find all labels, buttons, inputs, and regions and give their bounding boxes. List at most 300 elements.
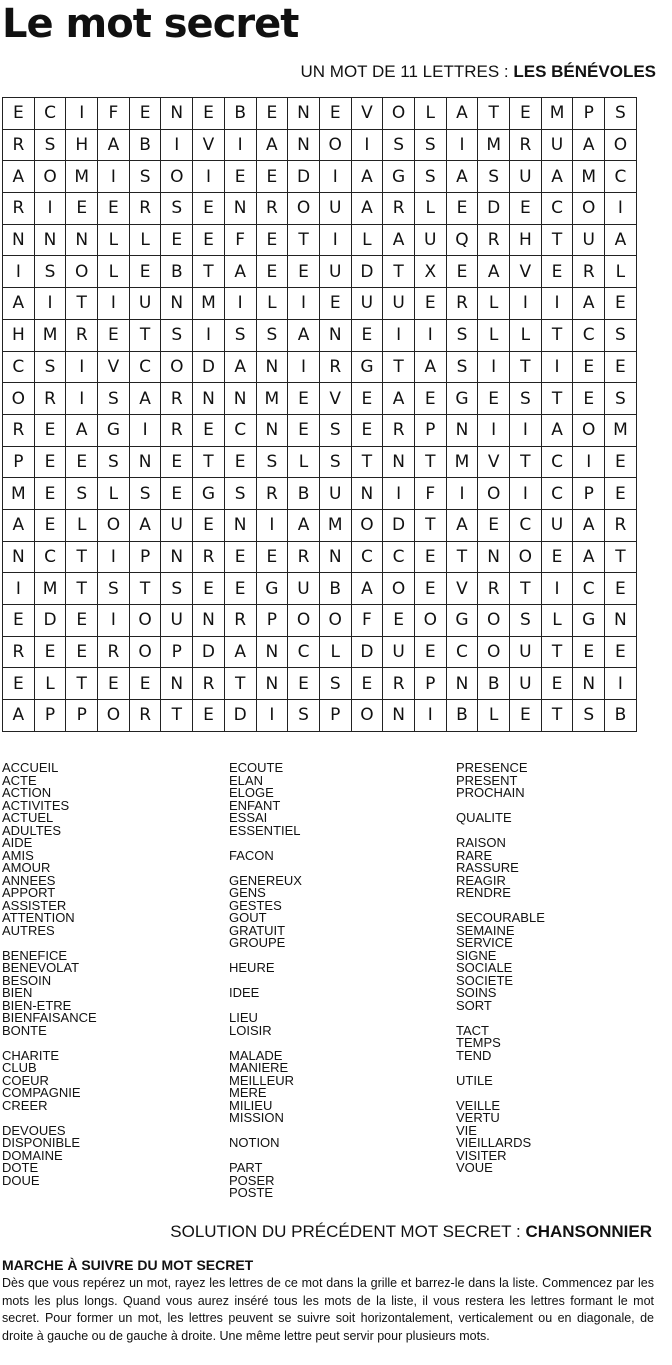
grid-cell[interactable]: N bbox=[193, 605, 225, 637]
grid-cell[interactable]: E bbox=[288, 414, 320, 446]
grid-cell[interactable]: O bbox=[605, 129, 637, 161]
grid-cell[interactable]: S bbox=[446, 351, 478, 383]
grid-cell[interactable]: I bbox=[98, 288, 130, 320]
grid-cell[interactable]: O bbox=[319, 605, 351, 637]
grid-cell[interactable]: L bbox=[414, 98, 446, 130]
grid-cell[interactable]: B bbox=[478, 668, 510, 700]
grid-cell[interactable]: N bbox=[383, 700, 415, 732]
grid-cell[interactable]: S bbox=[256, 446, 288, 478]
grid-cell[interactable]: E bbox=[193, 414, 225, 446]
grid-cell[interactable]: I bbox=[34, 288, 66, 320]
grid-cell[interactable]: C bbox=[605, 161, 637, 193]
grid-cell[interactable]: A bbox=[446, 98, 478, 130]
grid-cell[interactable]: A bbox=[383, 383, 415, 415]
grid-cell[interactable]: E bbox=[541, 256, 573, 288]
grid-cell[interactable]: E bbox=[66, 446, 98, 478]
grid-cell[interactable]: L bbox=[98, 478, 130, 510]
grid-cell[interactable]: L bbox=[478, 700, 510, 732]
grid-cell[interactable]: E bbox=[414, 288, 446, 320]
grid-cell[interactable]: D bbox=[193, 636, 225, 668]
grid-cell[interactable]: N bbox=[161, 541, 193, 573]
grid-cell[interactable]: T bbox=[129, 573, 161, 605]
grid-cell[interactable]: O bbox=[161, 351, 193, 383]
grid-cell[interactable]: I bbox=[510, 414, 542, 446]
grid-cell[interactable]: U bbox=[161, 509, 193, 541]
grid-cell[interactable]: I bbox=[351, 129, 383, 161]
grid-cell[interactable]: S bbox=[129, 161, 161, 193]
grid-cell[interactable]: P bbox=[319, 700, 351, 732]
grid-cell[interactable]: E bbox=[573, 636, 605, 668]
grid-cell[interactable]: T bbox=[66, 288, 98, 320]
grid-cell[interactable]: I bbox=[319, 224, 351, 256]
grid-cell[interactable]: T bbox=[541, 319, 573, 351]
grid-cell[interactable]: T bbox=[193, 446, 225, 478]
grid-cell[interactable]: V bbox=[510, 256, 542, 288]
grid-cell[interactable]: L bbox=[478, 288, 510, 320]
grid-cell[interactable]: B bbox=[224, 98, 256, 130]
grid-cell[interactable]: C bbox=[446, 636, 478, 668]
grid-cell[interactable]: I bbox=[383, 478, 415, 510]
grid-cell[interactable]: R bbox=[478, 224, 510, 256]
grid-cell[interactable]: L bbox=[541, 605, 573, 637]
grid-cell[interactable]: I bbox=[510, 478, 542, 510]
grid-cell[interactable]: T bbox=[541, 383, 573, 415]
grid-cell[interactable]: I bbox=[256, 700, 288, 732]
grid-cell[interactable]: S bbox=[573, 700, 605, 732]
grid-cell[interactable]: C bbox=[573, 573, 605, 605]
grid-cell[interactable]: P bbox=[573, 478, 605, 510]
grid-cell[interactable]: N bbox=[478, 541, 510, 573]
grid-cell[interactable]: I bbox=[98, 605, 130, 637]
grid-cell[interactable]: T bbox=[541, 636, 573, 668]
grid-cell[interactable]: S bbox=[161, 319, 193, 351]
grid-cell[interactable]: E bbox=[351, 414, 383, 446]
grid-cell[interactable]: U bbox=[351, 288, 383, 320]
grid-cell[interactable]: G bbox=[383, 161, 415, 193]
grid-cell[interactable]: E bbox=[510, 193, 542, 225]
grid-cell[interactable]: U bbox=[573, 224, 605, 256]
grid-cell[interactable]: O bbox=[288, 193, 320, 225]
grid-cell[interactable]: S bbox=[256, 319, 288, 351]
grid-cell[interactable]: S bbox=[319, 446, 351, 478]
grid-cell[interactable]: I bbox=[541, 288, 573, 320]
grid-cell[interactable]: I bbox=[98, 161, 130, 193]
grid-cell[interactable]: U bbox=[288, 573, 320, 605]
grid-cell[interactable]: T bbox=[414, 446, 446, 478]
grid-cell[interactable]: U bbox=[414, 224, 446, 256]
grid-cell[interactable]: N bbox=[161, 668, 193, 700]
grid-cell[interactable]: E bbox=[66, 193, 98, 225]
grid-cell[interactable]: R bbox=[34, 383, 66, 415]
grid-cell[interactable]: O bbox=[98, 700, 130, 732]
grid-cell[interactable]: L bbox=[129, 224, 161, 256]
grid-cell[interactable]: A bbox=[351, 193, 383, 225]
grid-cell[interactable]: N bbox=[224, 383, 256, 415]
grid-cell[interactable]: G bbox=[193, 478, 225, 510]
grid-cell[interactable]: A bbox=[541, 161, 573, 193]
grid-cell[interactable]: I bbox=[541, 351, 573, 383]
grid-cell[interactable]: E bbox=[605, 573, 637, 605]
grid-cell[interactable]: O bbox=[319, 129, 351, 161]
grid-cell[interactable]: A bbox=[573, 288, 605, 320]
grid-cell[interactable]: F bbox=[351, 605, 383, 637]
grid-cell[interactable]: E bbox=[573, 351, 605, 383]
grid-cell[interactable]: U bbox=[319, 478, 351, 510]
grid-cell[interactable]: T bbox=[351, 446, 383, 478]
grid-cell[interactable]: S bbox=[414, 161, 446, 193]
grid-cell[interactable]: E bbox=[605, 446, 637, 478]
grid-cell[interactable]: C bbox=[383, 541, 415, 573]
grid-cell[interactable]: P bbox=[129, 541, 161, 573]
grid-cell[interactable]: A bbox=[98, 129, 130, 161]
grid-cell[interactable]: N bbox=[573, 668, 605, 700]
grid-cell[interactable]: M bbox=[319, 509, 351, 541]
grid-cell[interactable]: A bbox=[605, 224, 637, 256]
grid-cell[interactable]: I bbox=[193, 319, 225, 351]
grid-cell[interactable]: S bbox=[510, 383, 542, 415]
grid-cell[interactable]: I bbox=[66, 98, 98, 130]
grid-cell[interactable]: U bbox=[161, 605, 193, 637]
grid-cell[interactable]: E bbox=[288, 256, 320, 288]
grid-cell[interactable]: E bbox=[414, 573, 446, 605]
grid-cell[interactable]: E bbox=[129, 98, 161, 130]
grid-cell[interactable]: R bbox=[129, 193, 161, 225]
grid-cell[interactable]: M bbox=[446, 446, 478, 478]
grid-cell[interactable]: S bbox=[34, 256, 66, 288]
grid-cell[interactable]: A bbox=[3, 700, 35, 732]
grid-cell[interactable]: E bbox=[605, 288, 637, 320]
grid-cell[interactable]: E bbox=[288, 668, 320, 700]
grid-cell[interactable]: A bbox=[66, 414, 98, 446]
grid-cell[interactable]: A bbox=[351, 161, 383, 193]
grid-cell[interactable]: G bbox=[446, 605, 478, 637]
grid-cell[interactable]: I bbox=[288, 288, 320, 320]
grid-cell[interactable]: N bbox=[319, 319, 351, 351]
grid-cell[interactable]: T bbox=[383, 256, 415, 288]
grid-cell[interactable]: A bbox=[224, 351, 256, 383]
grid-cell[interactable]: E bbox=[193, 224, 225, 256]
grid-cell[interactable]: S bbox=[288, 700, 320, 732]
grid-cell[interactable]: S bbox=[34, 129, 66, 161]
grid-cell[interactable]: T bbox=[193, 256, 225, 288]
grid-cell[interactable]: O bbox=[383, 98, 415, 130]
grid-cell[interactable]: S bbox=[161, 193, 193, 225]
grid-cell[interactable]: S bbox=[161, 573, 193, 605]
grid-cell[interactable]: C bbox=[34, 98, 66, 130]
grid-cell[interactable]: R bbox=[383, 668, 415, 700]
grid-cell[interactable]: O bbox=[98, 509, 130, 541]
grid-cell[interactable]: V bbox=[478, 446, 510, 478]
grid-cell[interactable]: E bbox=[605, 478, 637, 510]
grid-cell[interactable]: T bbox=[541, 700, 573, 732]
grid-cell[interactable]: N bbox=[129, 446, 161, 478]
grid-cell[interactable]: E bbox=[3, 668, 35, 700]
grid-cell[interactable]: A bbox=[446, 161, 478, 193]
grid-cell[interactable]: I bbox=[414, 700, 446, 732]
grid-cell[interactable]: E bbox=[478, 509, 510, 541]
grid-cell[interactable]: S bbox=[414, 129, 446, 161]
grid-cell[interactable]: U bbox=[129, 288, 161, 320]
grid-cell[interactable]: L bbox=[256, 288, 288, 320]
grid-cell[interactable]: N bbox=[3, 541, 35, 573]
grid-cell[interactable]: E bbox=[224, 161, 256, 193]
grid-cell[interactable]: R bbox=[319, 351, 351, 383]
grid-cell[interactable]: V bbox=[446, 573, 478, 605]
grid-cell[interactable]: E bbox=[414, 636, 446, 668]
grid-cell[interactable]: N bbox=[161, 98, 193, 130]
grid-cell[interactable]: M bbox=[605, 414, 637, 446]
grid-cell[interactable]: A bbox=[129, 509, 161, 541]
grid-cell[interactable]: I bbox=[478, 351, 510, 383]
grid-cell[interactable]: U bbox=[510, 668, 542, 700]
grid-cell[interactable]: O bbox=[66, 256, 98, 288]
grid-cell[interactable]: A bbox=[256, 129, 288, 161]
grid-cell[interactable]: U bbox=[510, 161, 542, 193]
grid-cell[interactable]: T bbox=[383, 351, 415, 383]
grid-cell[interactable]: M bbox=[34, 573, 66, 605]
grid-cell[interactable]: I bbox=[541, 573, 573, 605]
grid-cell[interactable]: T bbox=[129, 319, 161, 351]
grid-cell[interactable]: O bbox=[161, 161, 193, 193]
grid-cell[interactable]: I bbox=[478, 414, 510, 446]
grid-cell[interactable]: O bbox=[129, 605, 161, 637]
grid-cell[interactable]: U bbox=[541, 509, 573, 541]
grid-cell[interactable]: T bbox=[446, 541, 478, 573]
grid-cell[interactable]: O bbox=[573, 414, 605, 446]
grid-cell[interactable]: E bbox=[34, 446, 66, 478]
grid-cell[interactable]: S bbox=[98, 383, 130, 415]
grid-cell[interactable]: R bbox=[510, 129, 542, 161]
grid-cell[interactable]: P bbox=[161, 636, 193, 668]
grid-cell[interactable]: N bbox=[224, 193, 256, 225]
grid-cell[interactable]: I bbox=[288, 351, 320, 383]
grid-cell[interactable]: T bbox=[414, 509, 446, 541]
grid-cell[interactable]: E bbox=[66, 605, 98, 637]
grid-cell[interactable]: A bbox=[478, 256, 510, 288]
grid-cell[interactable]: E bbox=[224, 446, 256, 478]
grid-cell[interactable]: E bbox=[98, 193, 130, 225]
grid-cell[interactable]: I bbox=[446, 478, 478, 510]
grid-cell[interactable]: I bbox=[3, 256, 35, 288]
grid-cell[interactable]: E bbox=[319, 288, 351, 320]
grid-cell[interactable]: O bbox=[573, 193, 605, 225]
grid-cell[interactable]: T bbox=[510, 573, 542, 605]
grid-cell[interactable]: L bbox=[98, 256, 130, 288]
grid-cell[interactable]: S bbox=[98, 573, 130, 605]
grid-cell[interactable]: T bbox=[605, 541, 637, 573]
grid-cell[interactable]: V bbox=[98, 351, 130, 383]
grid-cell[interactable]: C bbox=[541, 446, 573, 478]
grid-cell[interactable]: E bbox=[34, 636, 66, 668]
grid-cell[interactable]: E bbox=[256, 224, 288, 256]
grid-cell[interactable]: E bbox=[224, 541, 256, 573]
grid-cell[interactable]: A bbox=[224, 256, 256, 288]
grid-cell[interactable]: E bbox=[541, 541, 573, 573]
grid-cell[interactable]: D bbox=[351, 636, 383, 668]
grid-cell[interactable]: O bbox=[129, 636, 161, 668]
grid-cell[interactable]: I bbox=[319, 161, 351, 193]
grid-cell[interactable]: D bbox=[224, 700, 256, 732]
grid-cell[interactable]: T bbox=[510, 351, 542, 383]
grid-cell[interactable]: E bbox=[256, 161, 288, 193]
grid-cell[interactable]: I bbox=[224, 288, 256, 320]
grid-cell[interactable]: I bbox=[510, 288, 542, 320]
grid-cell[interactable]: U bbox=[510, 636, 542, 668]
grid-cell[interactable]: C bbox=[510, 509, 542, 541]
grid-cell[interactable]: T bbox=[66, 573, 98, 605]
grid-cell[interactable]: R bbox=[129, 700, 161, 732]
grid-cell[interactable]: B bbox=[319, 573, 351, 605]
grid-cell[interactable]: U bbox=[383, 636, 415, 668]
grid-cell[interactable]: N bbox=[319, 541, 351, 573]
grid-cell[interactable]: E bbox=[193, 700, 225, 732]
grid-cell[interactable]: O bbox=[351, 700, 383, 732]
grid-cell[interactable]: V bbox=[193, 129, 225, 161]
grid-cell[interactable]: O bbox=[34, 161, 66, 193]
grid-cell[interactable]: E bbox=[129, 256, 161, 288]
grid-cell[interactable]: N bbox=[224, 509, 256, 541]
grid-cell[interactable]: S bbox=[478, 161, 510, 193]
grid-cell[interactable]: A bbox=[573, 129, 605, 161]
grid-cell[interactable]: L bbox=[319, 636, 351, 668]
grid-cell[interactable]: R bbox=[66, 319, 98, 351]
grid-cell[interactable]: M bbox=[573, 161, 605, 193]
grid-cell[interactable]: C bbox=[129, 351, 161, 383]
grid-cell[interactable]: E bbox=[510, 700, 542, 732]
grid-cell[interactable]: E bbox=[224, 573, 256, 605]
grid-cell[interactable]: X bbox=[414, 256, 446, 288]
grid-cell[interactable]: E bbox=[288, 383, 320, 415]
grid-cell[interactable]: C bbox=[224, 414, 256, 446]
grid-cell[interactable]: I bbox=[66, 383, 98, 415]
grid-cell[interactable]: E bbox=[541, 668, 573, 700]
grid-cell[interactable]: L bbox=[351, 224, 383, 256]
grid-cell[interactable]: E bbox=[34, 478, 66, 510]
grid-cell[interactable]: I bbox=[193, 161, 225, 193]
grid-cell[interactable]: R bbox=[98, 636, 130, 668]
grid-cell[interactable]: L bbox=[605, 256, 637, 288]
grid-cell[interactable]: S bbox=[34, 351, 66, 383]
grid-cell[interactable]: E bbox=[3, 605, 35, 637]
grid-cell[interactable]: I bbox=[34, 193, 66, 225]
grid-cell[interactable]: M bbox=[541, 98, 573, 130]
grid-cell[interactable]: R bbox=[383, 414, 415, 446]
grid-cell[interactable]: E bbox=[161, 478, 193, 510]
grid-cell[interactable]: C bbox=[541, 193, 573, 225]
grid-cell[interactable]: Q bbox=[446, 224, 478, 256]
grid-cell[interactable]: B bbox=[129, 129, 161, 161]
grid-cell[interactable]: F bbox=[414, 478, 446, 510]
grid-cell[interactable]: E bbox=[193, 193, 225, 225]
grid-cell[interactable]: U bbox=[541, 129, 573, 161]
grid-cell[interactable]: M bbox=[34, 319, 66, 351]
grid-cell[interactable]: A bbox=[573, 541, 605, 573]
grid-cell[interactable]: E bbox=[351, 319, 383, 351]
grid-cell[interactable]: O bbox=[288, 605, 320, 637]
grid-cell[interactable]: E bbox=[34, 509, 66, 541]
grid-cell[interactable]: M bbox=[193, 288, 225, 320]
grid-cell[interactable]: P bbox=[256, 605, 288, 637]
grid-cell[interactable]: T bbox=[66, 541, 98, 573]
grid-cell[interactable]: I bbox=[446, 129, 478, 161]
grid-cell[interactable]: U bbox=[319, 256, 351, 288]
grid-cell[interactable]: V bbox=[319, 383, 351, 415]
grid-cell[interactable]: E bbox=[351, 668, 383, 700]
grid-cell[interactable]: H bbox=[66, 129, 98, 161]
grid-cell[interactable]: N bbox=[161, 288, 193, 320]
grid-cell[interactable]: N bbox=[256, 668, 288, 700]
grid-cell[interactable]: L bbox=[98, 224, 130, 256]
grid-cell[interactable]: G bbox=[351, 351, 383, 383]
grid-cell[interactable]: R bbox=[446, 288, 478, 320]
grid-cell[interactable]: E bbox=[193, 98, 225, 130]
grid-cell[interactable]: S bbox=[66, 478, 98, 510]
grid-cell[interactable]: R bbox=[3, 636, 35, 668]
grid-cell[interactable]: S bbox=[605, 98, 637, 130]
grid-cell[interactable]: R bbox=[383, 193, 415, 225]
grid-cell[interactable]: G bbox=[573, 605, 605, 637]
grid-cell[interactable]: P bbox=[414, 668, 446, 700]
grid-cell[interactable]: E bbox=[161, 224, 193, 256]
grid-cell[interactable]: A bbox=[3, 161, 35, 193]
grid-cell[interactable]: I bbox=[256, 509, 288, 541]
grid-cell[interactable]: O bbox=[478, 605, 510, 637]
grid-cell[interactable]: E bbox=[383, 605, 415, 637]
grid-cell[interactable]: E bbox=[66, 636, 98, 668]
grid-cell[interactable]: O bbox=[351, 509, 383, 541]
grid-cell[interactable]: E bbox=[573, 383, 605, 415]
grid-cell[interactable]: O bbox=[383, 573, 415, 605]
grid-cell[interactable]: E bbox=[129, 668, 161, 700]
grid-cell[interactable]: F bbox=[224, 224, 256, 256]
grid-cell[interactable]: A bbox=[288, 319, 320, 351]
grid-cell[interactable]: E bbox=[446, 256, 478, 288]
grid-cell[interactable]: B bbox=[605, 700, 637, 732]
grid-cell[interactable]: E bbox=[161, 446, 193, 478]
grid-cell[interactable]: N bbox=[383, 446, 415, 478]
grid-cell[interactable]: P bbox=[66, 700, 98, 732]
grid-cell[interactable]: S bbox=[224, 478, 256, 510]
grid-cell[interactable]: I bbox=[605, 193, 637, 225]
grid-cell[interactable]: D bbox=[288, 161, 320, 193]
grid-cell[interactable]: S bbox=[129, 478, 161, 510]
grid-cell[interactable]: L bbox=[34, 668, 66, 700]
grid-cell[interactable]: P bbox=[34, 700, 66, 732]
grid-cell[interactable]: S bbox=[319, 668, 351, 700]
grid-cell[interactable]: T bbox=[66, 668, 98, 700]
grid-cell[interactable]: R bbox=[288, 541, 320, 573]
grid-cell[interactable]: P bbox=[573, 98, 605, 130]
grid-cell[interactable]: I bbox=[98, 541, 130, 573]
grid-cell[interactable]: C bbox=[541, 478, 573, 510]
grid-cell[interactable]: N bbox=[288, 129, 320, 161]
grid-cell[interactable]: N bbox=[256, 351, 288, 383]
grid-cell[interactable]: D bbox=[383, 509, 415, 541]
grid-cell[interactable]: A bbox=[414, 351, 446, 383]
grid-cell[interactable]: E bbox=[98, 668, 130, 700]
grid-cell[interactable]: R bbox=[3, 193, 35, 225]
grid-cell[interactable]: A bbox=[3, 288, 35, 320]
grid-cell[interactable]: N bbox=[256, 636, 288, 668]
grid-cell[interactable]: E bbox=[98, 319, 130, 351]
grid-cell[interactable]: R bbox=[3, 129, 35, 161]
grid-cell[interactable]: H bbox=[3, 319, 35, 351]
grid-cell[interactable]: E bbox=[319, 98, 351, 130]
grid-cell[interactable]: O bbox=[478, 636, 510, 668]
grid-cell[interactable]: G bbox=[256, 573, 288, 605]
grid-cell[interactable]: D bbox=[478, 193, 510, 225]
grid-cell[interactable]: O bbox=[510, 541, 542, 573]
